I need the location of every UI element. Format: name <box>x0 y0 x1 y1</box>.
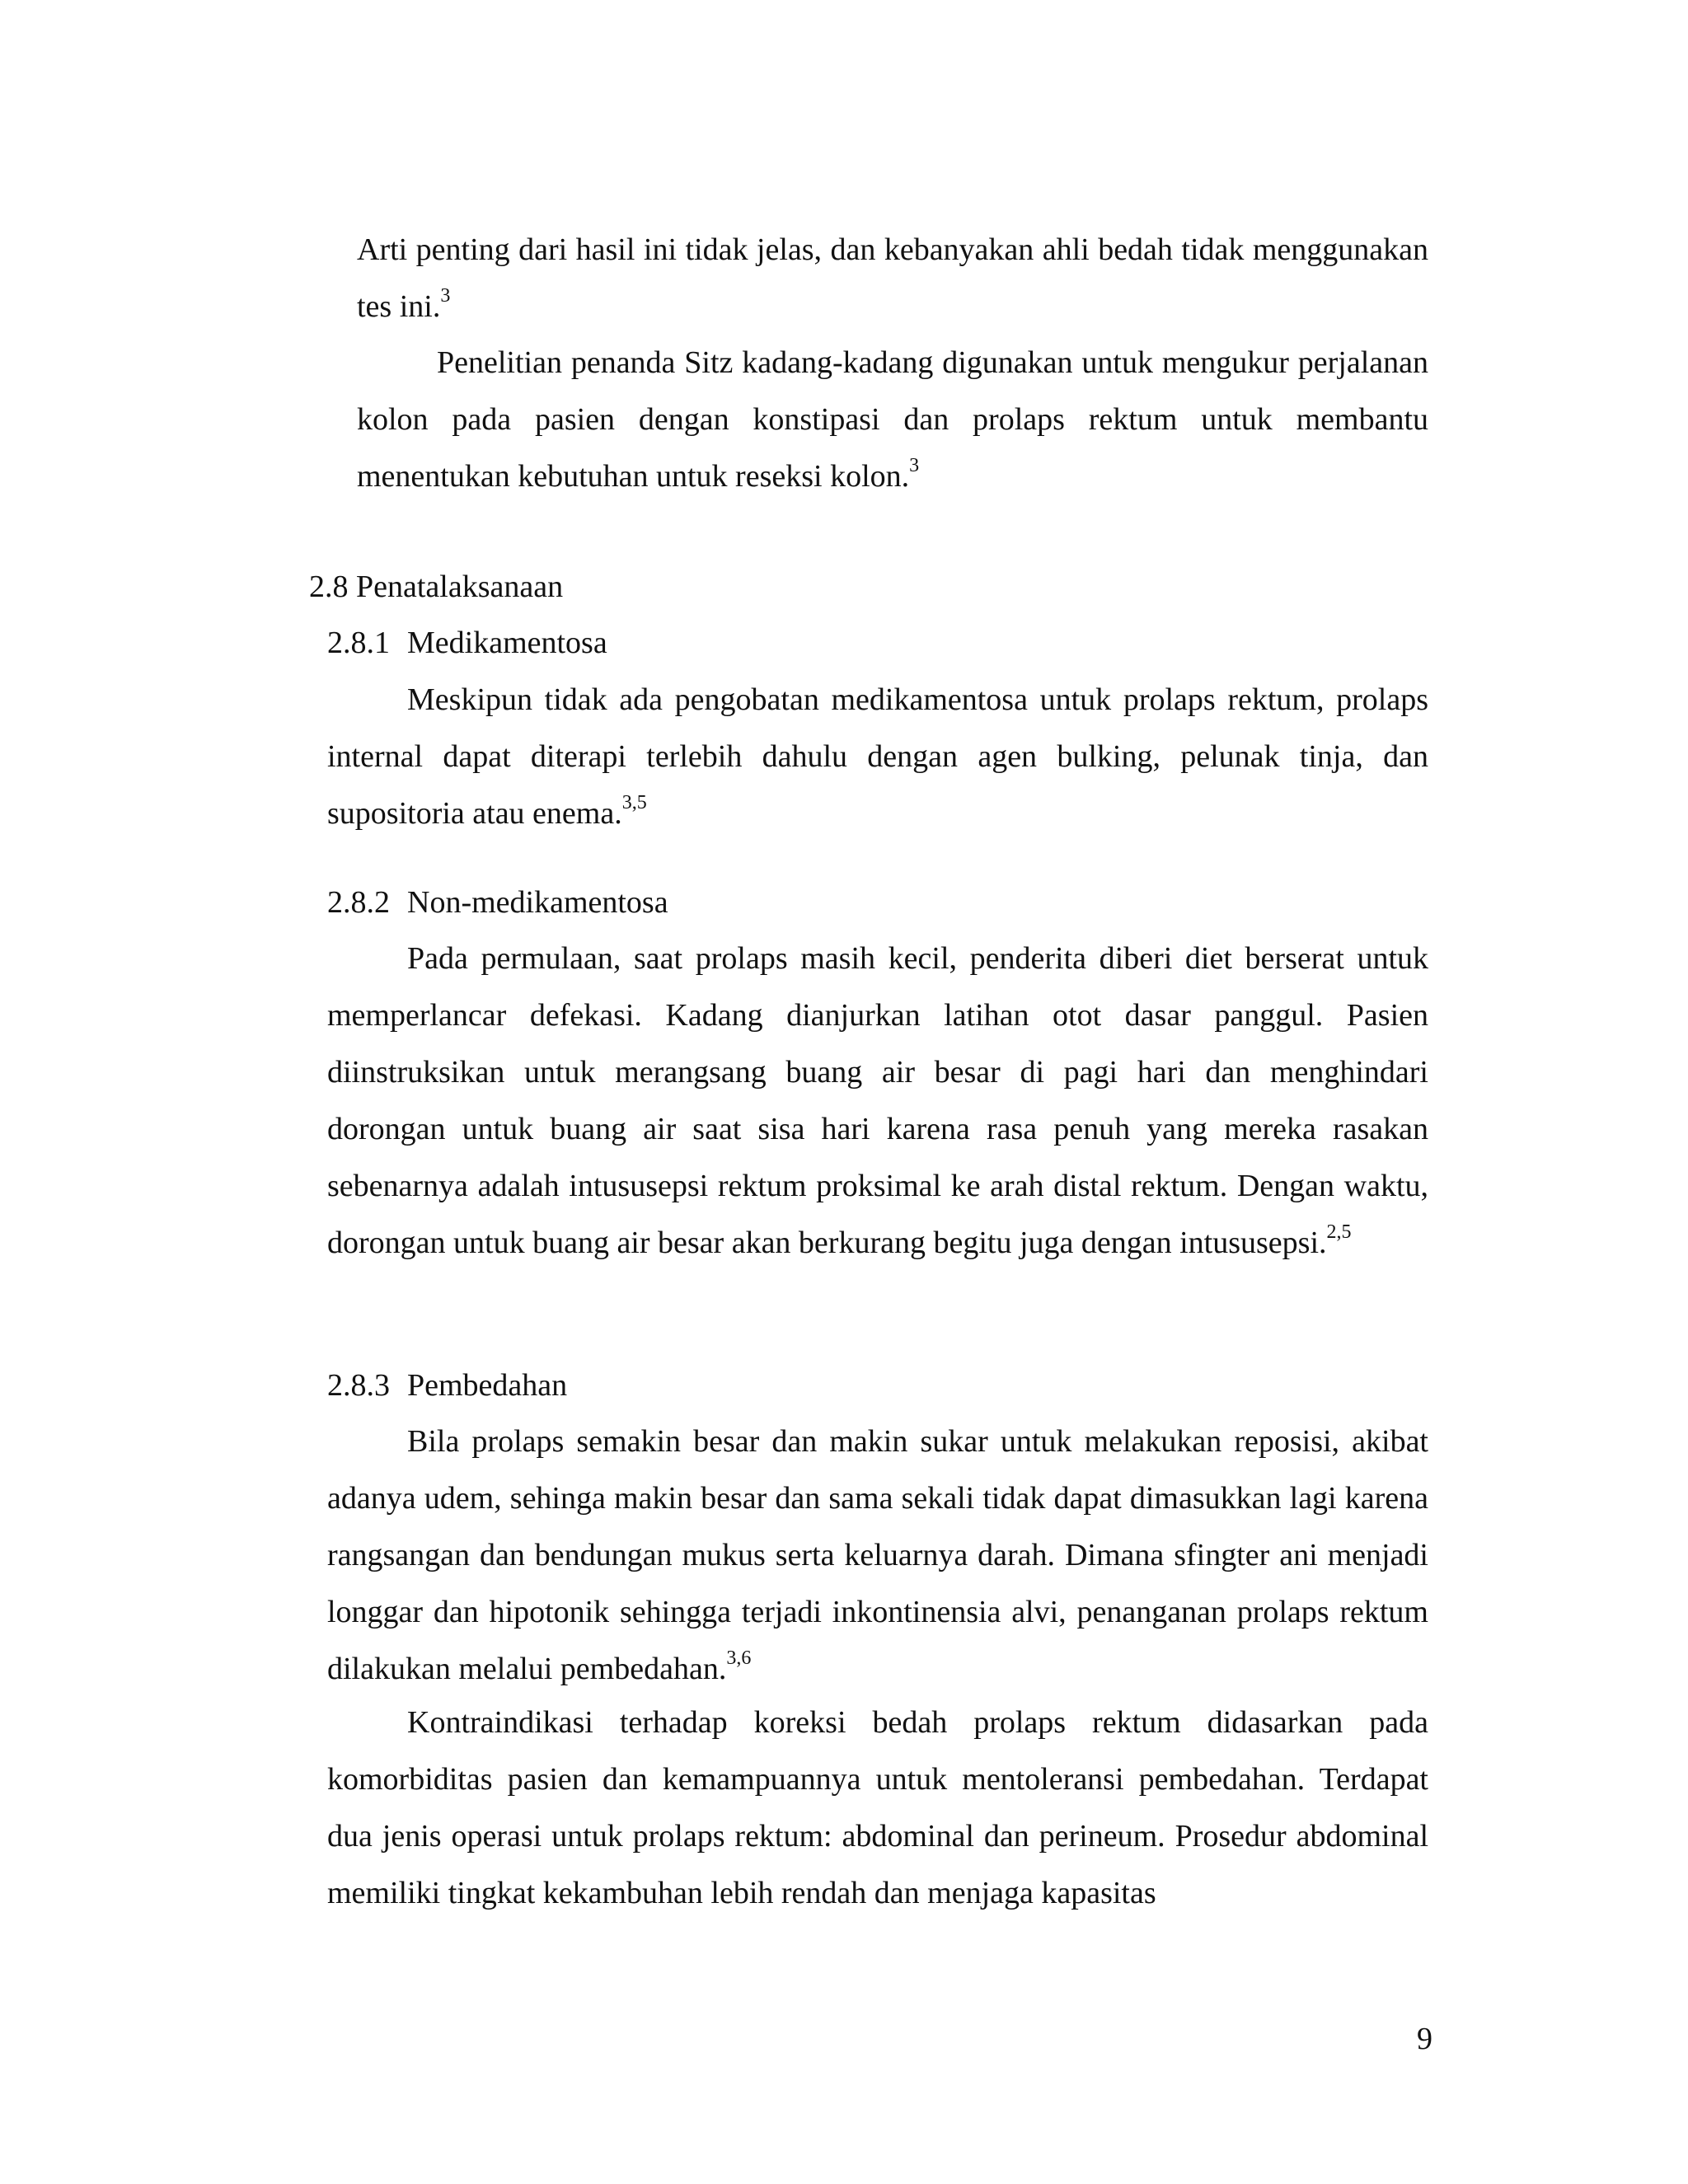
citation-ref: 3 <box>909 455 920 476</box>
paragraph-4 <box>327 930 1428 1272</box>
subsection-title: Pembedahan <box>407 1368 568 1403</box>
citation-ref: 3 <box>440 285 451 307</box>
page-number: 9 <box>1417 2022 1432 2056</box>
citation-ref: 2,5 <box>1326 1221 1352 1243</box>
paragraph-1 <box>357 222 1428 335</box>
section-title: Penatalaksanaan <box>356 569 564 604</box>
paragraph-2 <box>357 335 1428 505</box>
paragraph-3-text: Meskipun tidak ada pengobatan medikamentosa untuk prolaps rektum, prolaps internal dapat diterapi terlebih dahulu dengan agen bulking, pelunak tinja, dan supositoria atau enema. <box>327 682 1428 831</box>
paragraph-2-text: Penelitian penanda Sitz kadang-kadang digunakan untuk mengukur perjalanan kolon pada pasien dengan konstipasi dan prolaps rektum untuk membantu menentukan kebutuhan untuk reseksi kolon. <box>357 345 1428 494</box>
citation-ref: 3,6 <box>726 1647 752 1669</box>
subsection-title: Non-medikamentosa <box>407 885 668 920</box>
subsection-heading-2-8-2 <box>327 874 668 931</box>
paragraph-5-text: Bila prolaps semakin besar dan makin sukar untuk melakukan reposisi, akibat adanya udem, sehinga makin besar dan sama sekali tidak dapat dimasukkan lagi karena rangsangan dan bendungan mukus serta keluarnya darah. Dimana sfingter ani menjadi longgar dan hipotonik sehingga terjadi inkontinensia alvi, penanganan prolaps rektum dilakukan melalui pembedahan. <box>327 1424 1428 1686</box>
paragraph-6 <box>327 1694 1428 1922</box>
section-number: 2.8 <box>309 569 349 604</box>
section-heading-2-8 <box>309 559 563 616</box>
paragraph-6-text: Kontraindikasi terhadap koreksi bedah prolaps rektum didasarkan pada komorbiditas pasien dan kemampuannya untuk mentoleransi pembedahan. Terdapat dua jenis operasi untuk prolaps rektum: abdominal dan perineum. Prosedur abdominal memiliki tingkat kekambuhan lebih rendah dan menjaga kapasitas <box>327 1705 1428 1910</box>
subsection-heading-2-8-3 <box>327 1357 567 1414</box>
paragraph-5 <box>327 1413 1428 1698</box>
paragraph-1-text: Arti penting dari hasil ini tidak jelas, dan kebanyakan ahli bedah tidak menggunakan tes ini. <box>357 232 1428 324</box>
citation-ref: 3,5 <box>621 792 647 813</box>
subsection-number: 2.8.1 <box>327 626 390 660</box>
subsection-number: 2.8.2 <box>327 885 390 920</box>
subsection-title: Medikamentosa <box>407 626 607 660</box>
subsection-heading-2-8-1 <box>327 615 607 672</box>
paragraph-4-text: Pada permulaan, saat prolaps masih kecil, penderita diberi diet berserat untuk memperlancar defekasi. Kadang dianjurkan latihan otot dasar panggul. Pasien diinstruksikan untuk merangsang buang air besar di pagi hari dan menghindari dorongan untuk buang air saat sisa hari karena rasa penuh yang mereka rasakan sebenarnya adalah intususepsi rektum proksimal ke arah distal rektum. Dengan waktu, dorongan untuk buang air besar akan berkurang begitu juga dengan intususepsi. <box>327 941 1428 1260</box>
paragraph-3 <box>327 672 1428 842</box>
subsection-number: 2.8.3 <box>327 1368 390 1403</box>
